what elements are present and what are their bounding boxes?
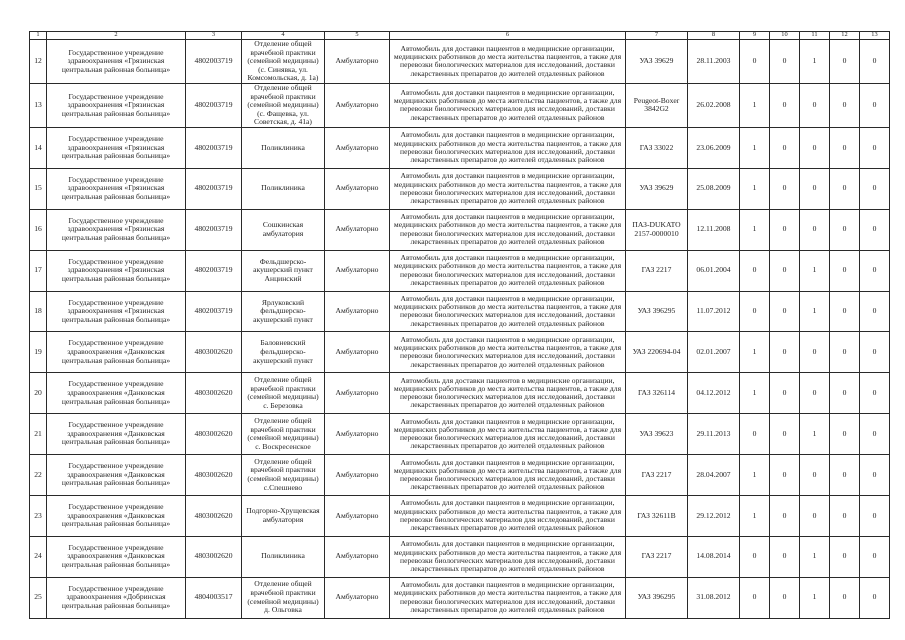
count-col-12: 0: [830, 127, 860, 168]
count-col-13: 0: [860, 414, 890, 455]
subdivision-name: Отделение общей врачебной практики (семейной медицины) с.Спешнево: [242, 455, 325, 496]
count-col-11: 0: [800, 168, 830, 209]
table-body: [30, 40, 890, 619]
count-col-12: 0: [830, 536, 860, 577]
count-col-12: 0: [830, 250, 860, 291]
organization-name: Государственное учреждение здравоохранения «Данковская центральная районная больница»: [47, 373, 186, 414]
count-col-10: 0: [770, 291, 800, 332]
organization-code: 4803002620: [186, 332, 242, 373]
vehicle-model: ГАЗ 32611В: [626, 495, 688, 536]
count-col-13: 0: [860, 127, 890, 168]
count-col-11: 1: [800, 291, 830, 332]
organization-code: 4803002620: [186, 373, 242, 414]
count-col-11: 1: [800, 577, 830, 618]
table-row: [30, 414, 890, 455]
row-number: 23: [30, 495, 47, 536]
vehicle-purpose: Автомобиль для доставки пациентов в медицинские организации, медицинских работников до места жительства пациентов, а также для перевозки биологических материалов для исследований, доставки лекарственных препаратов до жителей отдаленных районов: [390, 455, 626, 496]
vehicle-purpose: Автомобиль для доставки пациентов в медицинские организации, медицинских работников до места жительства пациентов, а также для перевозки биологических материалов для исследований, доставки лекарственных препаратов до жителей отдаленных районов: [390, 127, 626, 168]
count-col-11: 0: [800, 332, 830, 373]
vehicle-model: ГАЗ 2217: [626, 455, 688, 496]
count-col-11: 1: [800, 250, 830, 291]
subdivision-name: Отделение общей врачебной практики (семейной медицины) д. Ольговка: [242, 577, 325, 618]
organization-code: 4802003719: [186, 291, 242, 332]
table-row: [30, 291, 890, 332]
count-col-11: 1: [800, 40, 830, 84]
row-number: 22: [30, 455, 47, 496]
subdivision-name: Отделение общей врачебной практики (семейной медицины) (с. Фащевка, ул. Советская, д. 41а): [242, 83, 325, 127]
organization-name: Государственное учреждение здравоохранения «Грязинская центральная районная больница»: [47, 209, 186, 250]
count-col-13: 0: [860, 332, 890, 373]
count-col-9: 1: [740, 455, 770, 496]
count-col-12: 0: [830, 414, 860, 455]
count-col-10: 0: [770, 373, 800, 414]
vehicle-purpose: Автомобиль для доставки пациентов в медицинские организации, медицинских работников до места жительства пациентов, а также для перевозки биологических материалов для исследований, доставки лекарственных препаратов до жителей отдаленных районов: [390, 373, 626, 414]
care-type: Амбулаторно: [325, 209, 390, 250]
care-type: Амбулаторно: [325, 536, 390, 577]
count-col-9: 1: [740, 332, 770, 373]
vehicle-model: УАЗ 39629: [626, 40, 688, 84]
organization-code: 4803002620: [186, 495, 242, 536]
organization-code: 4802003719: [186, 209, 242, 250]
count-col-11: 0: [800, 455, 830, 496]
organization-name: Государственное учреждение здравоохранения «Грязинская центральная районная больница»: [47, 127, 186, 168]
row-number: 20: [30, 373, 47, 414]
count-col-12: 0: [830, 577, 860, 618]
count-col-9: 0: [740, 536, 770, 577]
vehicle-purpose: Автомобиль для доставки пациентов в медицинские организации, медицинских работников до места жительства пациентов, а также для перевозки биологических материалов для исследований, доставки лекарственных препаратов до жителей отдаленных районов: [390, 40, 626, 84]
count-col-9: 1: [740, 168, 770, 209]
organization-code: 4802003719: [186, 40, 242, 84]
count-col-12: 0: [830, 83, 860, 127]
vehicle-purpose: Автомобиль для доставки пациентов в медицинские организации, медицинских работников до места жительства пациентов, а также для перевозки биологических материалов для исследований, доставки лекарственных препаратов до жителей отдаленных районов: [390, 168, 626, 209]
organization-code: 4803002620: [186, 455, 242, 496]
vehicle-model: Peugeot-Boxer 3842G2: [626, 83, 688, 127]
care-type: Амбулаторно: [325, 455, 390, 496]
count-col-12: 0: [830, 209, 860, 250]
row-number: 12: [30, 40, 47, 84]
vehicle-registry-table: [29, 31, 890, 619]
vehicle-purpose: Автомобиль для доставки пациентов в медицинские организации, медицинских работников до места жительства пациентов, а также для перевозки биологических материалов для исследований, доставки лекарственных препаратов до жителей отдаленных районов: [390, 83, 626, 127]
table-row: [30, 536, 890, 577]
organization-name: Государственное учреждение здравоохранения «Данковская центральная районная больница»: [47, 414, 186, 455]
vehicle-model: ПАЗ-DUKATO 2157-0000010: [626, 209, 688, 250]
organization-name: Государственное учреждение здравоохранения «Данковская центральная районная больница»: [47, 495, 186, 536]
registration-date: 29.11.2013: [688, 414, 740, 455]
count-col-13: 0: [860, 536, 890, 577]
organization-code: 4802003719: [186, 250, 242, 291]
subdivision-name: Поликлиника: [242, 127, 325, 168]
registration-date: 02.01.2007: [688, 332, 740, 373]
count-col-12: 0: [830, 495, 860, 536]
count-col-13: 0: [860, 495, 890, 536]
table-row: [30, 168, 890, 209]
count-col-9: 0: [740, 40, 770, 84]
registration-date: 26.02.2008: [688, 83, 740, 127]
row-number: 21: [30, 414, 47, 455]
registration-date: 28.04.2007: [688, 455, 740, 496]
vehicle-model: ГАЗ 2217: [626, 536, 688, 577]
care-type: Амбулаторно: [325, 332, 390, 373]
vehicle-model: ГАЗ 2217: [626, 250, 688, 291]
table-row: [30, 373, 890, 414]
organization-code: 4803002620: [186, 536, 242, 577]
table-row: [30, 577, 890, 618]
count-col-9: 1: [740, 83, 770, 127]
registration-date: 29.12.2012: [688, 495, 740, 536]
count-col-13: 0: [860, 373, 890, 414]
column-number: 13: [860, 32, 890, 40]
vehicle-purpose: Автомобиль для доставки пациентов в медицинские организации, медицинских работников до места жительства пациентов, а также для перевозки биологических материалов для исследований, доставки лекарственных препаратов до жителей отдаленных районов: [390, 332, 626, 373]
row-number: 15: [30, 168, 47, 209]
row-number: 17: [30, 250, 47, 291]
count-col-12: 0: [830, 40, 860, 84]
row-number: 16: [30, 209, 47, 250]
table-row: [30, 332, 890, 373]
count-col-10: 0: [770, 332, 800, 373]
subdivision-name: Баловневский фельдшерско-акушерский пункт: [242, 332, 325, 373]
count-col-10: 0: [770, 577, 800, 618]
count-col-12: 0: [830, 168, 860, 209]
count-col-13: 0: [860, 209, 890, 250]
table-row: [30, 40, 890, 84]
subdivision-name: Отделение общей врачебной практики (семейной медицины) с. Березовка: [242, 373, 325, 414]
vehicle-model: УАЗ 39629: [626, 168, 688, 209]
count-col-9: 1: [740, 373, 770, 414]
count-col-12: 0: [830, 291, 860, 332]
registration-date: 04.12.2012: [688, 373, 740, 414]
vehicle-registry-sheet: [29, 31, 878, 619]
subdivision-name: Поликлиника: [242, 536, 325, 577]
vehicle-model: УАЗ 39623: [626, 414, 688, 455]
count-col-11: 0: [800, 495, 830, 536]
count-col-13: 0: [860, 250, 890, 291]
count-col-10: 0: [770, 455, 800, 496]
count-col-11: 1: [800, 536, 830, 577]
count-col-12: 0: [830, 373, 860, 414]
vehicle-model: УАЗ 396295: [626, 291, 688, 332]
column-number-row: [30, 32, 890, 40]
subdivision-name: Поликлиника: [242, 168, 325, 209]
count-col-9: 1: [740, 127, 770, 168]
care-type: Амбулаторно: [325, 168, 390, 209]
organization-name: Государственное учреждение здравоохранения «Грязинская центральная районная больница»: [47, 83, 186, 127]
table-row: [30, 83, 890, 127]
vehicle-purpose: Автомобиль для доставки пациентов в медицинские организации, медицинских работников до места жительства пациентов, а также для перевозки биологических материалов для исследований, доставки лекарственных препаратов до жителей отдаленных районов: [390, 414, 626, 455]
vehicle-purpose: Автомобиль для доставки пациентов в медицинские организации, медицинских работников до места жительства пациентов, а также для перевозки биологических материалов для исследований, доставки лекарственных препаратов до жителей отдаленных районов: [390, 250, 626, 291]
count-col-13: 0: [860, 168, 890, 209]
count-col-10: 0: [770, 495, 800, 536]
organization-name: Государственное учреждение здравоохранения «Грязинская центральная районная больница»: [47, 250, 186, 291]
organization-name: Государственное учреждение здравоохранения «Добринская центральная районная больница»: [47, 577, 186, 618]
count-col-11: 0: [800, 373, 830, 414]
subdivision-name: Отделение общей врачебной практики (семейной медицины) с. Воскресенское: [242, 414, 325, 455]
column-number: 2: [47, 32, 186, 40]
count-col-10: 0: [770, 414, 800, 455]
count-col-13: 0: [860, 291, 890, 332]
table-row: [30, 209, 890, 250]
care-type: Амбулаторно: [325, 414, 390, 455]
count-col-10: 0: [770, 40, 800, 84]
care-type: Амбулаторно: [325, 495, 390, 536]
column-number: 9: [740, 32, 770, 40]
column-number: 8: [688, 32, 740, 40]
count-col-10: 0: [770, 536, 800, 577]
column-number: 5: [325, 32, 390, 40]
row-number: 24: [30, 536, 47, 577]
table-row: [30, 250, 890, 291]
column-number: 4: [242, 32, 325, 40]
vehicle-purpose: Автомобиль для доставки пациентов в медицинские организации, медицинских работников до места жительства пациентов, а также для перевозки биологических материалов для исследований, доставки лекарственных препаратов до жителей отдаленных районов: [390, 209, 626, 250]
subdivision-name: Подгорно-Хрущевская амбулатория: [242, 495, 325, 536]
count-col-9: 0: [740, 414, 770, 455]
count-col-10: 0: [770, 250, 800, 291]
registration-date: 14.08.2014: [688, 536, 740, 577]
organization-name: Государственное учреждение здравоохранения «Грязинская центральная районная больница»: [47, 291, 186, 332]
organization-code: 4802003719: [186, 168, 242, 209]
column-number: 12: [830, 32, 860, 40]
count-col-9: 0: [740, 291, 770, 332]
row-number: 18: [30, 291, 47, 332]
vehicle-purpose: Автомобиль для доставки пациентов в медицинские организации, медицинских работников до места жительства пациентов, а также для перевозки биологических материалов для исследований, доставки лекарственных препаратов до жителей отдаленных районов: [390, 577, 626, 618]
care-type: Амбулаторно: [325, 291, 390, 332]
count-col-12: 0: [830, 332, 860, 373]
count-col-9: 1: [740, 495, 770, 536]
column-number: 11: [800, 32, 830, 40]
count-col-11: 1: [800, 414, 830, 455]
count-col-9: 1: [740, 209, 770, 250]
vehicle-purpose: Автомобиль для доставки пациентов в медицинские организации, медицинских работников до места жительства пациентов, а также для перевозки биологических материалов для исследований, доставки лекарственных препаратов до жителей отдаленных районов: [390, 495, 626, 536]
count-col-9: 0: [740, 577, 770, 618]
subdivision-name: Отделение общей врачебной практики (семейной медицины) (с. Синявка, ул. Комсомольская, д. 1а): [242, 40, 325, 84]
organization-name: Государственное учреждение здравоохранения «Данковская центральная районная больница»: [47, 455, 186, 496]
count-col-11: 0: [800, 209, 830, 250]
count-col-10: 0: [770, 127, 800, 168]
organization-name: Государственное учреждение здравоохранения «Данковская центральная районная больница»: [47, 536, 186, 577]
row-number: 25: [30, 577, 47, 618]
organization-name: Государственное учреждение здравоохранения «Данковская центральная районная больница»: [47, 332, 186, 373]
organization-code: 4803002620: [186, 414, 242, 455]
column-number: 7: [626, 32, 688, 40]
organization-code: 4802003719: [186, 127, 242, 168]
table-row: [30, 127, 890, 168]
column-number: 3: [186, 32, 242, 40]
row-number: 13: [30, 83, 47, 127]
organization-code: 4802003719: [186, 83, 242, 127]
vehicle-purpose: Автомобиль для доставки пациентов в медицинские организации, медицинских работников до места жительства пациентов, а также для перевозки биологических материалов для исследований, доставки лекарственных препаратов до жителей отдаленных районов: [390, 536, 626, 577]
count-col-10: 0: [770, 209, 800, 250]
care-type: Амбулаторно: [325, 127, 390, 168]
registration-date: 31.08.2012: [688, 577, 740, 618]
organization-name: Государственное учреждение здравоохранения «Грязинская центральная районная больница»: [47, 40, 186, 84]
registration-date: 23.06.2009: [688, 127, 740, 168]
vehicle-model: УАЗ 396295: [626, 577, 688, 618]
vehicle-model: ГАЗ 33022: [626, 127, 688, 168]
registration-date: 25.08.2009: [688, 168, 740, 209]
count-col-10: 0: [770, 168, 800, 209]
subdivision-name: Сошкинская амбулатория: [242, 209, 325, 250]
organization-name: Государственное учреждение здравоохранения «Грязинская центральная районная больница»: [47, 168, 186, 209]
registration-date: 11.07.2012: [688, 291, 740, 332]
table-row: [30, 495, 890, 536]
count-col-9: 0: [740, 250, 770, 291]
count-col-13: 0: [860, 40, 890, 84]
table-row: [30, 455, 890, 496]
subdivision-name: Ярлуковский фельдшерско-акушерский пункт: [242, 291, 325, 332]
count-col-13: 0: [860, 455, 890, 496]
registration-date: 12.11.2008: [688, 209, 740, 250]
vehicle-purpose: Автомобиль для доставки пациентов в медицинские организации, медицинских работников до места жительства пациентов, а также для перевозки биологических материалов для исследований, доставки лекарственных препаратов до жителей отдаленных районов: [390, 291, 626, 332]
count-col-13: 0: [860, 577, 890, 618]
column-number: 10: [770, 32, 800, 40]
column-number: 6: [390, 32, 626, 40]
count-col-11: 0: [800, 83, 830, 127]
registration-date: 06.01.2004: [688, 250, 740, 291]
row-number: 19: [30, 332, 47, 373]
care-type: Амбулаторно: [325, 83, 390, 127]
row-number: 14: [30, 127, 47, 168]
care-type: Амбулаторно: [325, 577, 390, 618]
care-type: Амбулаторно: [325, 373, 390, 414]
vehicle-model: ГАЗ 326114: [626, 373, 688, 414]
column-number: 1: [30, 32, 47, 40]
subdivision-name: Фельдшерско-акушерский пункт Анцинский: [242, 250, 325, 291]
care-type: Амбулаторно: [325, 250, 390, 291]
care-type: Амбулаторно: [325, 40, 390, 84]
registration-date: 28.11.2003: [688, 40, 740, 84]
organization-code: 4804003517: [186, 577, 242, 618]
vehicle-model: УАЗ 220694-04: [626, 332, 688, 373]
count-col-10: 0: [770, 83, 800, 127]
count-col-11: 0: [800, 127, 830, 168]
count-col-13: 0: [860, 83, 890, 127]
count-col-12: 0: [830, 455, 860, 496]
